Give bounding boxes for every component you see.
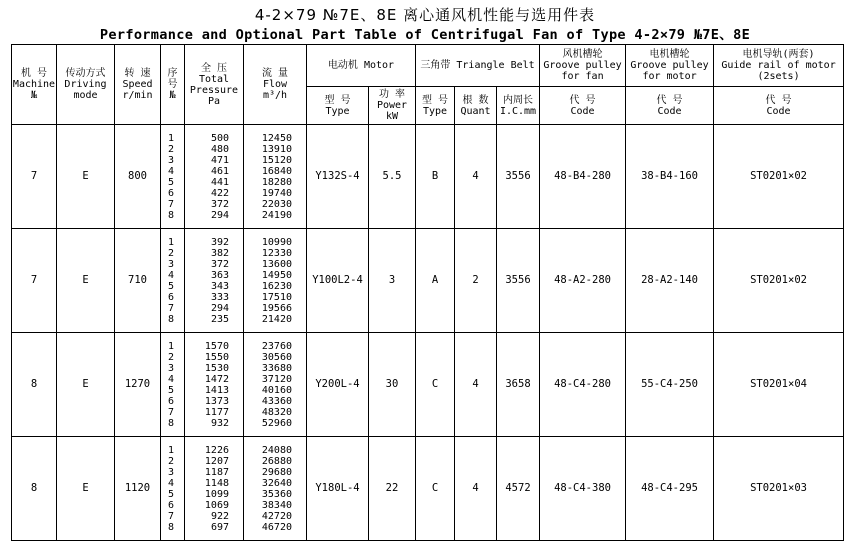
fan-pulley-cell: 48-B4-280	[540, 125, 626, 229]
header-pressure: 全 压 Total Pressure Pa	[185, 45, 244, 125]
motor-pulley-cell: 28-A2-140	[626, 229, 714, 333]
machine-no-cell: 7	[12, 125, 57, 229]
machine-no-cell: 8	[12, 437, 57, 541]
seq-cell: 1 2 3 4 5 6 7 8	[161, 125, 185, 229]
motor-pulley-cell: 48-C4-295	[626, 437, 714, 541]
belt-quant-cell: 4	[455, 437, 497, 541]
motor-type-cell: Y100L2-4	[307, 229, 369, 333]
header-flow: 流 量 Flow m³/h	[244, 45, 307, 125]
header-fan-pulley: 风机槽轮 Groove pulley for fan	[540, 45, 626, 87]
header-belt: 三角带 Triangle Belt	[416, 45, 540, 87]
performance-table	[11, 44, 844, 541]
belt-quant-cell: 2	[455, 229, 497, 333]
flow-cell: 23760 30560 33680 37120 40160 43360 48320 52960	[244, 333, 307, 437]
motor-pulley-cell: 38-B4-160	[626, 125, 714, 229]
motor-power-cell: 5.5	[369, 125, 416, 229]
drive-cell: E	[57, 333, 115, 437]
speed-cell: 1270	[115, 333, 161, 437]
belt-length-cell: 3556	[497, 125, 540, 229]
fan-pulley-cell: 48-A2-280	[540, 229, 626, 333]
drive-cell: E	[57, 229, 115, 333]
motor-type-cell: Y200L-4	[307, 333, 369, 437]
table-title-chinese: 4-2×79 №7E、8E 离心通风机性能与选用件表	[254, 6, 596, 24]
seq-cell: 1 2 3 4 5 6 7 8	[161, 229, 185, 333]
fan-pulley-cell: 48-C4-380	[540, 437, 626, 541]
machine-no-cell: 8	[12, 333, 57, 437]
belt-quant-cell: 4	[455, 125, 497, 229]
motor-power-cell: 30	[369, 333, 416, 437]
header-machine-no: 机 号 Machine №	[12, 45, 57, 125]
header-belt-quant: 根 数 Quant	[455, 87, 497, 125]
guide-rail-cell: ST0201×02	[714, 125, 844, 229]
speed-cell: 710	[115, 229, 161, 333]
flow-cell: 12450 13910 15120 16840 18280 19740 22030 24190	[244, 125, 307, 229]
header-motor-power: 功 率 Power kW	[369, 87, 416, 125]
belt-length-cell: 3556	[497, 229, 540, 333]
machine-no-cell: 7	[12, 229, 57, 333]
header-fan-pulley-code: 代 号 Code	[540, 87, 626, 125]
belt-type-cell: B	[416, 125, 455, 229]
belt-type-cell: A	[416, 229, 455, 333]
table-title-english: Performance and Optional Part Table of Centrifugal Fan of Type 4-2×79 №7E、8E	[99, 27, 751, 43]
table-row	[12, 437, 844, 541]
header-guide-rail: 电机导轨(两套) Guide rail of motor (2sets)	[714, 45, 844, 87]
speed-cell: 1120	[115, 437, 161, 541]
header-belt-length: 内周长 I.C.mm	[497, 87, 540, 125]
belt-length-cell: 4572	[497, 437, 540, 541]
header-motor-pulley: 电机槽轮 Groove pulley for motor	[626, 45, 714, 87]
pressure-cell: 1570 1550 1530 1472 1413 1373 1177 932	[185, 333, 244, 437]
pressure-cell: 500 480 471 461 441 422 372 294	[185, 125, 244, 229]
guide-rail-cell: ST0201×02	[714, 229, 844, 333]
header-speed: 转 速 Speed r/min	[115, 45, 161, 125]
header-row-1	[12, 45, 844, 87]
motor-type-cell: Y132S-4	[307, 125, 369, 229]
pressure-cell: 392 382 372 363 343 333 294 235	[185, 229, 244, 333]
belt-type-cell: C	[416, 437, 455, 541]
seq-cell: 1 2 3 4 5 6 7 8	[161, 437, 185, 541]
header-belt-type: 型 号 Type	[416, 87, 455, 125]
header-seq: 序 号 №	[161, 45, 185, 125]
header-motor-type: 型 号 Type	[307, 87, 369, 125]
fan-pulley-cell: 48-C4-280	[540, 333, 626, 437]
header-motor-pulley-code: 代 号 Code	[626, 87, 714, 125]
speed-cell: 800	[115, 125, 161, 229]
header-driving-mode: 传动方式 Driving mode	[57, 45, 115, 125]
table-row	[12, 229, 844, 333]
table-row	[12, 125, 844, 229]
belt-quant-cell: 4	[455, 333, 497, 437]
motor-power-cell: 22	[369, 437, 416, 541]
pressure-cell: 1226 1207 1187 1148 1099 1069 922 697	[185, 437, 244, 541]
motor-type-cell: Y180L-4	[307, 437, 369, 541]
motor-power-cell: 3	[369, 229, 416, 333]
header-motor: 电动机 Motor	[307, 45, 416, 87]
belt-type-cell: C	[416, 333, 455, 437]
motor-pulley-cell: 55-C4-250	[626, 333, 714, 437]
guide-rail-cell: ST0201×04	[714, 333, 844, 437]
belt-length-cell: 3658	[497, 333, 540, 437]
flow-cell: 24080 26880 29680 32640 35360 38340 42720 46720	[244, 437, 307, 541]
drive-cell: E	[57, 125, 115, 229]
header-guide-rail-code: 代 号 Code	[714, 87, 844, 125]
guide-rail-cell: ST0201×03	[714, 437, 844, 541]
flow-cell: 10990 12330 13600 14950 16230 17510 19566 21420	[244, 229, 307, 333]
table-row	[12, 333, 844, 437]
seq-cell: 1 2 3 4 5 6 7 8	[161, 333, 185, 437]
drive-cell: E	[57, 437, 115, 541]
